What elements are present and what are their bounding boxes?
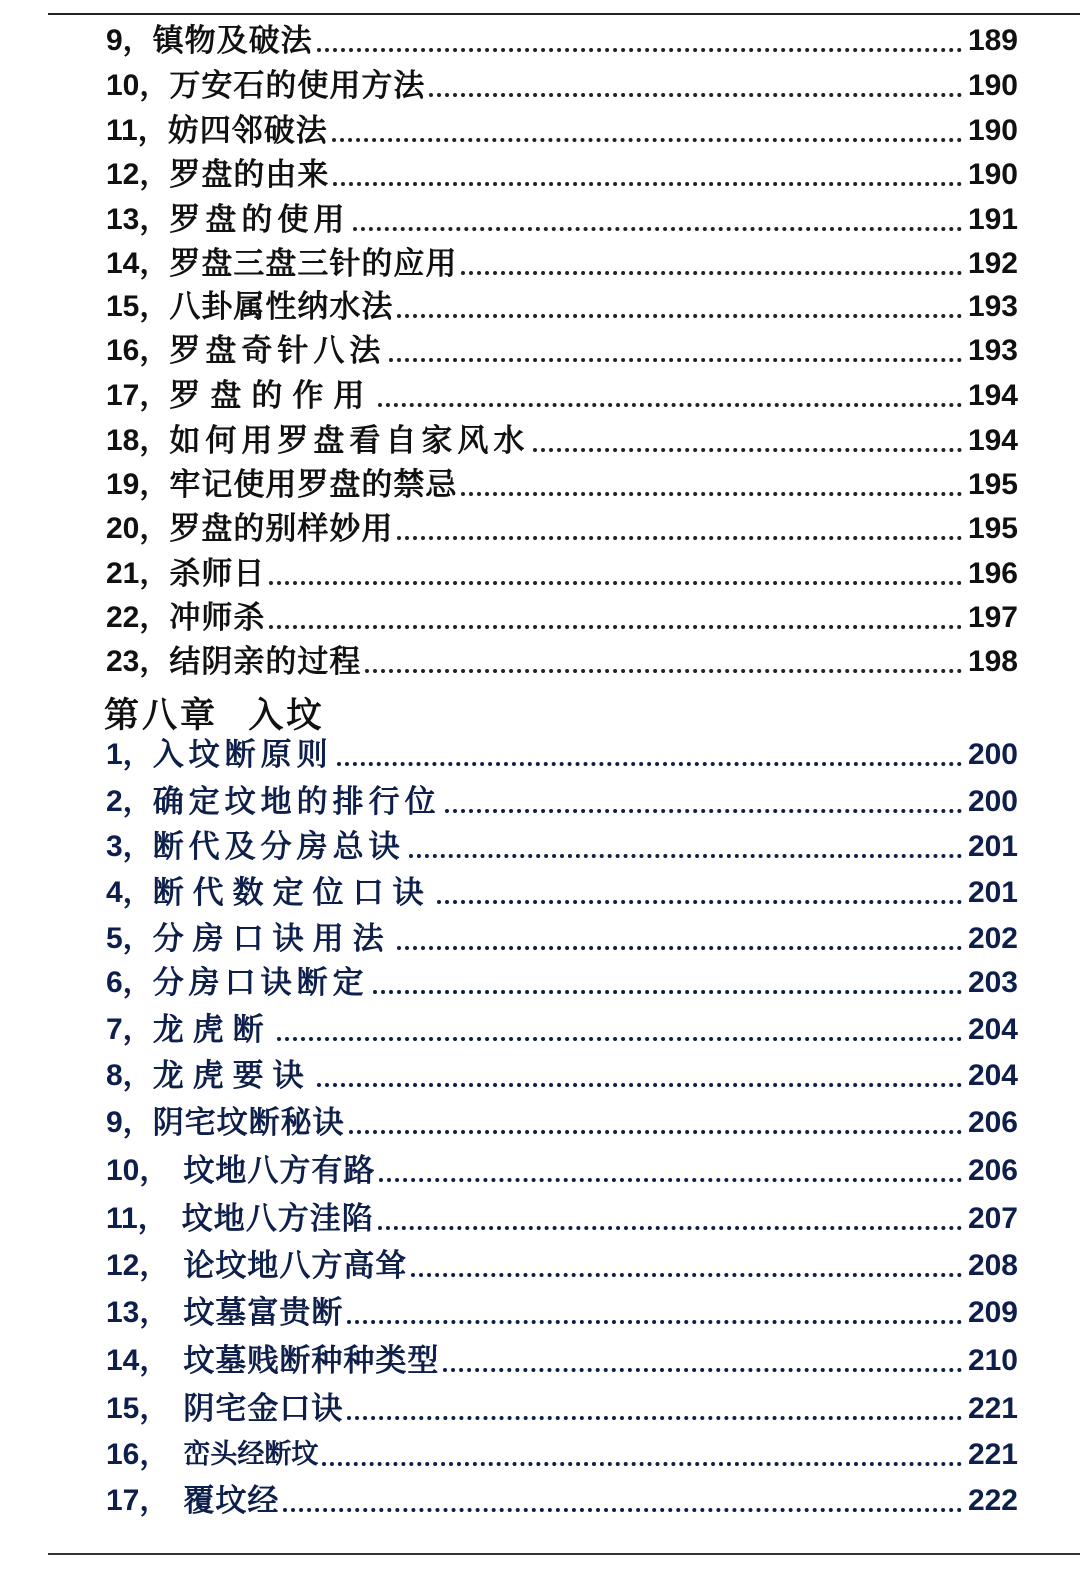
entry-page: 209 <box>967 1296 1018 1329</box>
entry-page: 201 <box>967 876 1018 909</box>
entry-page: 189 <box>967 24 1018 57</box>
toc-entry[interactable] <box>106 1293 1018 1333</box>
entry-number: 15， <box>106 290 170 323</box>
entry-title: 罗盘的别样妙用 <box>169 511 394 547</box>
toc-entry[interactable] <box>106 1341 1018 1381</box>
entry-number: 15， <box>106 1392 170 1425</box>
toc-entry[interactable] <box>106 1151 1018 1191</box>
entry-number: 14， <box>106 1344 170 1377</box>
entry-page: 190 <box>967 114 1018 147</box>
dot-leader <box>379 1178 962 1182</box>
entry-page: 190 <box>967 158 1018 191</box>
entry-number: 2， <box>106 785 153 818</box>
dot-leader <box>349 1130 962 1134</box>
toc-entry[interactable] <box>106 1246 1018 1286</box>
toc-entry[interactable] <box>106 963 1018 1003</box>
dot-leader <box>373 990 962 994</box>
entry-number: 8， <box>106 1059 153 1092</box>
dot-leader <box>269 625 962 629</box>
entry-page: 195 <box>967 468 1018 501</box>
entry-title: 牢记使用罗盘的禁忌 <box>169 467 458 503</box>
toc-entry[interactable] <box>106 287 1018 327</box>
toc-entry[interactable] <box>106 1103 1018 1143</box>
dot-leader <box>283 1508 962 1512</box>
entry-page: 200 <box>967 738 1018 771</box>
entry-title: 分房口诀用法 <box>152 921 393 957</box>
entry-title: 断代数定位口诀 <box>152 875 433 911</box>
entry-page: 194 <box>967 424 1018 457</box>
toc-entry[interactable] <box>106 827 1018 867</box>
entry-page: 195 <box>967 512 1018 545</box>
entry-number: 19， <box>106 468 170 501</box>
entry-number: 7， <box>106 1013 153 1046</box>
toc-entry[interactable] <box>106 1389 1018 1429</box>
toc-entry[interactable] <box>106 155 1018 195</box>
toc-entry[interactable] <box>106 376 1018 416</box>
dot-leader <box>429 93 962 97</box>
dot-leader <box>322 1462 962 1466</box>
entry-number: 9， <box>106 1106 153 1139</box>
toc-entry[interactable] <box>106 642 1018 682</box>
entry-number: 18， <box>106 424 170 457</box>
entry-number: 11， <box>106 1202 168 1235</box>
dot-leader <box>461 492 962 496</box>
entry-page: 201 <box>967 830 1018 863</box>
dot-leader <box>378 1226 962 1230</box>
bottom-rule <box>48 1553 1080 1555</box>
dot-leader <box>277 1037 962 1041</box>
dot-leader <box>445 809 962 813</box>
toc-entry[interactable] <box>106 919 1018 959</box>
entry-title: 阴宅金口诀 <box>183 1391 344 1427</box>
entry-title: 罗盘的由来 <box>169 157 330 193</box>
entry-title: 分房口诀断定 <box>152 965 369 1001</box>
entry-title: 镇物及破法 <box>152 23 313 59</box>
entry-title: 坟地八方洼陷 <box>181 1201 374 1237</box>
entry-number: 23， <box>106 645 170 678</box>
entry-title: 如何用罗盘看自家风水 <box>169 423 530 459</box>
entry-page: 221 <box>967 1438 1018 1471</box>
entry-page: 192 <box>967 247 1018 280</box>
entry-number: 14， <box>106 247 170 280</box>
entry-title: 八卦属性纳水法 <box>169 289 394 325</box>
toc-entry[interactable] <box>106 1010 1018 1050</box>
entry-title: 坟墓贱断种种类型 <box>183 1343 440 1379</box>
entry-title: 结阴亲的过程 <box>169 644 362 680</box>
entry-number: 6， <box>106 966 153 999</box>
entry-page: 207 <box>967 1202 1018 1235</box>
dot-leader <box>397 536 962 540</box>
dot-leader <box>461 271 962 275</box>
entry-number: 16， <box>106 334 170 367</box>
toc-entry[interactable] <box>106 244 1018 284</box>
entry-number: 4， <box>106 876 153 909</box>
dot-leader <box>397 314 962 318</box>
entry-number: 13， <box>106 1296 170 1329</box>
entry-title: 妨四邻破法 <box>167 113 328 149</box>
toc-entry[interactable] <box>106 1435 1018 1475</box>
entry-page: 190 <box>967 69 1018 102</box>
entry-page: 193 <box>967 290 1018 323</box>
entry-page: 206 <box>967 1154 1018 1187</box>
entry-number: 20， <box>106 512 170 545</box>
toc-entry[interactable] <box>106 111 1018 151</box>
entry-title: 冲师杀 <box>169 600 266 636</box>
entry-title: 入坟断原则 <box>152 737 333 773</box>
entry-title: 坟墓富贵断 <box>183 1295 344 1331</box>
entry-number: 22， <box>106 601 170 634</box>
dot-leader <box>347 1320 962 1324</box>
entry-title: 罗盘的作用 <box>169 378 375 414</box>
dot-leader <box>365 669 962 673</box>
entry-number: 12， <box>106 1249 170 1282</box>
dot-leader <box>317 48 962 52</box>
toc-entry[interactable] <box>106 598 1018 638</box>
chapter-heading: 第八章 入坟 <box>104 696 325 736</box>
entry-page: 206 <box>967 1106 1018 1139</box>
entry-title: 峦头经断坟 <box>183 1439 319 1470</box>
entry-title: 万安石的使用方法 <box>169 68 426 104</box>
dot-leader <box>317 1083 962 1087</box>
dot-leader <box>437 900 962 904</box>
dot-leader <box>378 403 962 407</box>
entry-page: 197 <box>967 601 1018 634</box>
entry-page: 193 <box>967 334 1018 367</box>
entry-page: 210 <box>967 1344 1018 1377</box>
toc-entry[interactable] <box>106 782 1018 822</box>
toc-entry[interactable] <box>106 1056 1018 1096</box>
entry-number: 1， <box>106 738 153 771</box>
toc-entry[interactable] <box>106 331 1018 371</box>
entry-title: 杀师日 <box>169 556 266 592</box>
entry-title: 龙虎断 <box>152 1012 273 1048</box>
entry-page: 191 <box>967 203 1018 236</box>
top-rule <box>48 13 1080 15</box>
dot-leader <box>411 1273 962 1277</box>
entry-number: 11， <box>106 114 168 147</box>
dot-leader <box>332 138 962 142</box>
entry-title: 论坟地八方高耸 <box>183 1248 408 1284</box>
entry-page: 208 <box>967 1249 1018 1282</box>
entry-number: 5， <box>106 922 153 955</box>
dot-leader <box>347 1416 962 1420</box>
toc-entry[interactable] <box>106 735 1018 775</box>
toc-entry[interactable] <box>106 554 1018 594</box>
toc-entry[interactable] <box>106 66 1018 106</box>
toc-entry[interactable] <box>106 509 1018 549</box>
entry-title: 罗盘奇针八法 <box>169 333 386 369</box>
entry-page: 203 <box>967 966 1018 999</box>
entry-number: 10， <box>106 69 170 102</box>
entry-number: 9， <box>106 24 153 57</box>
toc-entry[interactable] <box>106 465 1018 505</box>
entry-title: 罗盘的使用 <box>169 202 350 238</box>
entry-number: 12， <box>106 158 170 191</box>
dot-leader <box>337 762 962 766</box>
entry-title: 罗盘三盘三针的应用 <box>169 246 458 282</box>
entry-number: 17， <box>106 1484 170 1517</box>
entry-title: 龙虎要诀 <box>152 1058 313 1094</box>
entry-page: 204 <box>967 1059 1018 1092</box>
entry-title: 断代及分房总诀 <box>152 829 405 865</box>
entry-title: 阴宅坟断秘诀 <box>152 1105 345 1141</box>
dot-leader <box>353 227 962 231</box>
toc-entry[interactable] <box>106 21 1018 61</box>
entry-page: 222 <box>967 1484 1018 1517</box>
dot-leader <box>533 448 962 452</box>
entry-number: 17， <box>106 379 170 412</box>
dot-leader <box>443 1368 962 1372</box>
entry-page: 196 <box>967 557 1018 590</box>
toc-entry[interactable] <box>106 421 1018 461</box>
entry-number: 3， <box>106 830 153 863</box>
dot-leader <box>389 358 962 362</box>
entry-page: 194 <box>967 379 1018 412</box>
toc-entry[interactable] <box>106 1481 1018 1521</box>
entry-page: 204 <box>967 1013 1018 1046</box>
entry-page: 202 <box>967 922 1018 955</box>
toc-entry[interactable] <box>106 200 1018 240</box>
dot-leader <box>397 946 962 950</box>
entry-number: 21， <box>106 557 170 590</box>
toc-entry[interactable] <box>106 873 1018 913</box>
entry-number: 10， <box>106 1154 170 1187</box>
dot-leader <box>333 182 962 186</box>
dot-leader <box>269 581 962 585</box>
entry-page: 200 <box>967 785 1018 818</box>
entry-page: 198 <box>967 645 1018 678</box>
toc-entry[interactable] <box>106 1199 1018 1239</box>
dot-leader <box>409 854 962 858</box>
entry-title: 覆坟经 <box>183 1483 280 1519</box>
entry-title: 坟地八方有路 <box>183 1153 376 1189</box>
entry-page: 221 <box>967 1392 1018 1425</box>
entry-number: 16， <box>106 1438 170 1471</box>
entry-number: 13， <box>106 203 170 236</box>
entry-title: 确定坟地的排行位 <box>152 784 441 820</box>
